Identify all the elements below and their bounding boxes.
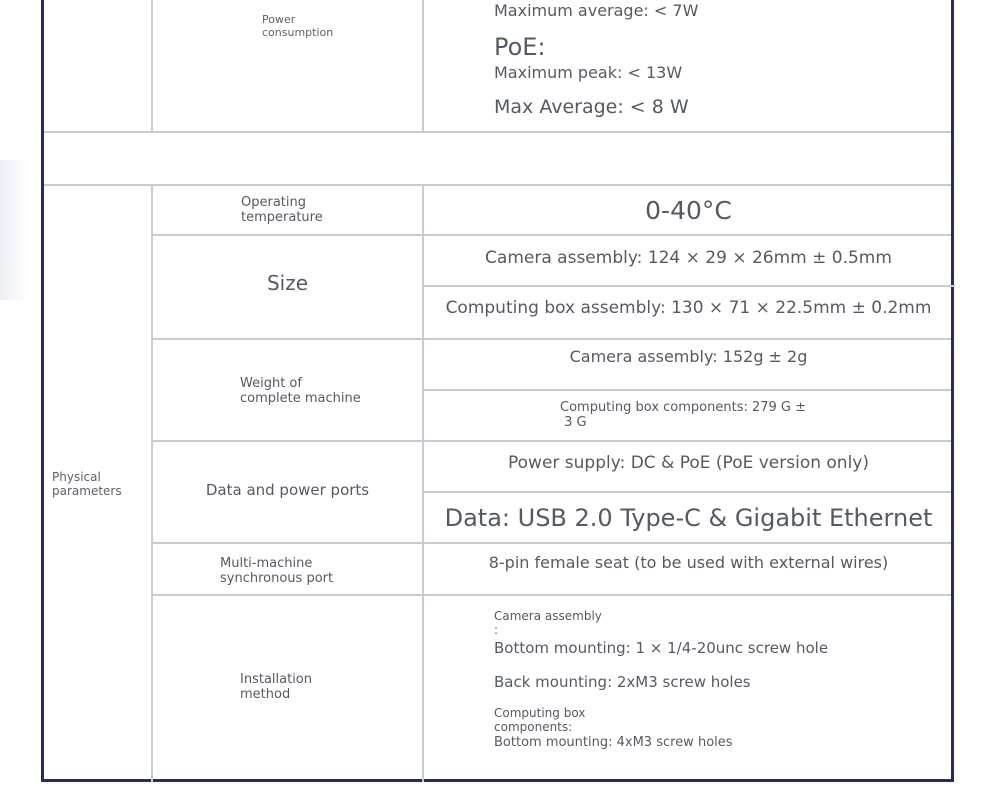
row-divider-temp <box>153 234 951 236</box>
installation-back-camera: Back mounting: 2xM3 screw holes <box>494 673 751 691</box>
sync-port-value: 8-pin female seat (to be used with external wires) <box>488 553 889 572</box>
ports-power-value: Power supply: DC & PoE (PoE version only) <box>508 453 869 473</box>
row-divider-sync <box>153 594 951 596</box>
ports-label: Data and power ports <box>205 481 370 499</box>
row-divider-weight <box>153 440 951 442</box>
weight-label: Weight of complete machine <box>240 376 361 407</box>
physical-parameters-label: Physical parameters <box>52 470 122 499</box>
power-consumption-label: Power consumption <box>262 13 334 39</box>
installation-label: Installation method <box>240 672 313 703</box>
size-label: Size <box>266 271 309 295</box>
row-divider-physical-start <box>44 184 951 186</box>
left-shadow <box>0 160 28 300</box>
row-divider-power-end <box>44 131 951 133</box>
installation-box-heading: Computing box components: <box>494 706 586 735</box>
power-max-average-usb: Maximum average: < 7W <box>494 1 699 20</box>
weight-computing-box-value: Computing box components: 279 G ± 3 G <box>560 400 807 431</box>
sync-port-label: Multi-machine synchronous port <box>220 556 334 587</box>
row-divider-ports <box>153 542 951 544</box>
row-divider-ports-inner <box>424 491 951 493</box>
weight-camera-value: Camera assembly: 152g ± 2g <box>569 347 808 366</box>
ports-data-value: Data: USB 2.0 Type-C & Gigabit Ethernet <box>444 504 933 532</box>
column-divider-2 <box>422 0 424 133</box>
poe-max-average: Max Average: < 8 W <box>494 96 689 118</box>
installation-camera-heading: Camera assembly : <box>494 609 602 638</box>
row-divider-size-inner <box>424 285 955 287</box>
column-divider-2b <box>422 185 424 782</box>
installation-bottom-box: Bottom mounting: 4xM3 screw holes <box>494 735 733 750</box>
size-computing-box-value: Computing box assembly: 130 × 71 × 22.5mm ± 0.2mm <box>445 298 932 318</box>
column-divider-1 <box>151 0 153 133</box>
poe-heading: PoE: <box>494 33 546 61</box>
row-divider-weight-inner <box>424 389 951 391</box>
row-divider-size <box>153 338 951 340</box>
size-camera-value: Camera assembly: 124 × 29 × 26mm ± 0.5mm <box>485 248 892 268</box>
installation-bottom-camera: Bottom mounting: 1 × 1/4-20unc screw hole <box>494 639 829 657</box>
poe-max-peak: Maximum peak: < 13W <box>494 63 683 82</box>
operating-temperature-label: Operating temperature <box>241 195 323 226</box>
operating-temperature-value: 0-40°C <box>645 196 732 225</box>
